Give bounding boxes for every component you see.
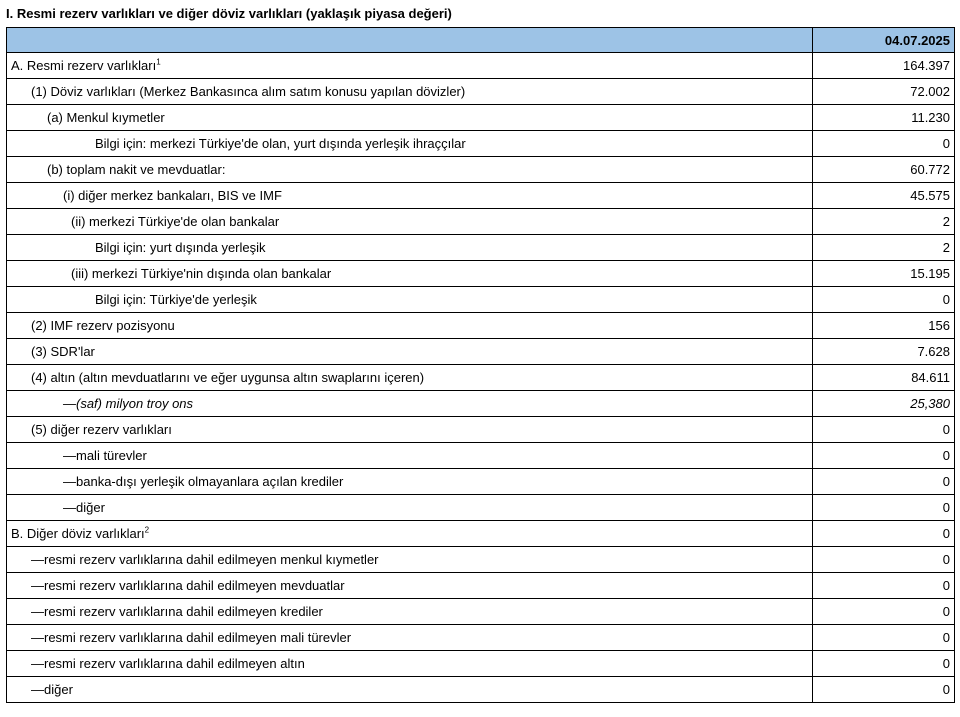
row-label: (iii) merkezi Türkiye'nin dışında olan bankalar (7, 261, 813, 287)
table-row (7, 209, 955, 235)
row-value: 0 (813, 625, 955, 651)
row-value: 84.611 (813, 365, 955, 391)
row-value: 0 (813, 521, 955, 547)
table-row (7, 131, 955, 157)
table-row (7, 573, 955, 599)
table-row (7, 521, 955, 547)
row-label: —mali türevler (7, 443, 813, 469)
row-label-text: A. Resmi rezerv varlıkları (11, 58, 157, 73)
row-value: 0 (813, 287, 955, 313)
reserves-table (6, 27, 955, 703)
table-row (7, 287, 955, 313)
row-label: —resmi rezerv varlıklarına dahil edilmeyen altın (7, 651, 813, 677)
row-label: —diğer (7, 495, 813, 521)
row-value: 0 (813, 469, 955, 495)
table-row (7, 235, 955, 261)
table-row (7, 339, 955, 365)
row-label: Bilgi için: merkezi Türkiye'de olan, yurt dışında yerleşik ihraççılar (7, 131, 813, 157)
row-value: 60.772 (813, 157, 955, 183)
header-label-cell (7, 28, 813, 53)
table-row (7, 677, 955, 703)
row-value: 15.195 (813, 261, 955, 287)
row-label: —banka-dışı yerleşik olmayanlara açılan krediler (7, 469, 813, 495)
row-label-text: B. Diğer döviz varlıkları (11, 526, 145, 541)
row-label: (2) IMF rezerv pozisyonu (7, 313, 813, 339)
table-row (7, 365, 955, 391)
table-row (7, 417, 955, 443)
table-row (7, 105, 955, 131)
table-row (7, 469, 955, 495)
row-label: —(saf) milyon troy ons (7, 391, 813, 417)
footnote-mark: 2 (144, 525, 150, 535)
row-value: 0 (813, 573, 955, 599)
row-label: (a) Menkul kıymetler (7, 105, 813, 131)
row-value: 0 (813, 443, 955, 469)
header-date: 04.07.2025 (813, 28, 955, 53)
row-value: 45.575 (813, 183, 955, 209)
table-row (7, 157, 955, 183)
row-label: Bilgi için: Türkiye'de yerleşik (7, 287, 813, 313)
row-value: 0 (813, 495, 955, 521)
row-value: 0 (813, 131, 955, 157)
row-value: 2 (813, 209, 955, 235)
row-label (7, 521, 813, 547)
row-value: 0 (813, 651, 955, 677)
table-row (7, 547, 955, 573)
table-row (7, 443, 955, 469)
row-value: 25,380 (813, 391, 955, 417)
table-row (7, 495, 955, 521)
row-label: —diğer (7, 677, 813, 703)
row-value: 164.397 (813, 53, 955, 79)
table-header-row (7, 28, 955, 53)
footnote-mark: 1 (156, 57, 161, 67)
table-row (7, 651, 955, 677)
row-label: —resmi rezerv varlıklarına dahil edilmeyen mali türevler (7, 625, 813, 651)
table-title: I. Resmi rezerv varlıkları ve diğer döviz varlıkları (yaklaşık piyasa değeri) (6, 6, 452, 21)
row-label: (i) diğer merkez bankaları, BIS ve IMF (7, 183, 813, 209)
row-value: 72.002 (813, 79, 955, 105)
table-row (7, 599, 955, 625)
row-value: 0 (813, 677, 955, 703)
row-value: 156 (813, 313, 955, 339)
row-label: —resmi rezerv varlıklarına dahil edilmeyen krediler (7, 599, 813, 625)
row-label: (1) Döviz varlıkları (Merkez Bankasınca alım satım konusu yapılan dövizler) (7, 79, 813, 105)
row-value: 11.230 (813, 105, 955, 131)
row-value: 7.628 (813, 339, 955, 365)
row-label: (5) diğer rezerv varlıkları (7, 417, 813, 443)
row-value: 0 (813, 599, 955, 625)
row-label: Bilgi için: yurt dışında yerleşik (7, 235, 813, 261)
row-label: (4) altın (altın mevduatlarını ve eğer uygunsa altın swaplarını içeren) (7, 365, 813, 391)
row-value: 0 (813, 417, 955, 443)
table-row (7, 391, 955, 417)
table-row (7, 625, 955, 651)
table-row (7, 313, 955, 339)
row-label: (3) SDR'lar (7, 339, 813, 365)
row-value: 2 (813, 235, 955, 261)
table-row (7, 79, 955, 105)
row-label: —resmi rezerv varlıklarına dahil edilmeyen menkul kıymetler (7, 547, 813, 573)
table-row (7, 53, 955, 79)
row-label (7, 53, 813, 79)
table-row (7, 261, 955, 287)
row-value: 0 (813, 547, 955, 573)
row-label: —resmi rezerv varlıklarına dahil edilmeyen mevduatlar (7, 573, 813, 599)
row-label: (b) toplam nakit ve mevduatlar: (7, 157, 813, 183)
row-label: (ii) merkezi Türkiye'de olan bankalar (7, 209, 813, 235)
table-row (7, 183, 955, 209)
